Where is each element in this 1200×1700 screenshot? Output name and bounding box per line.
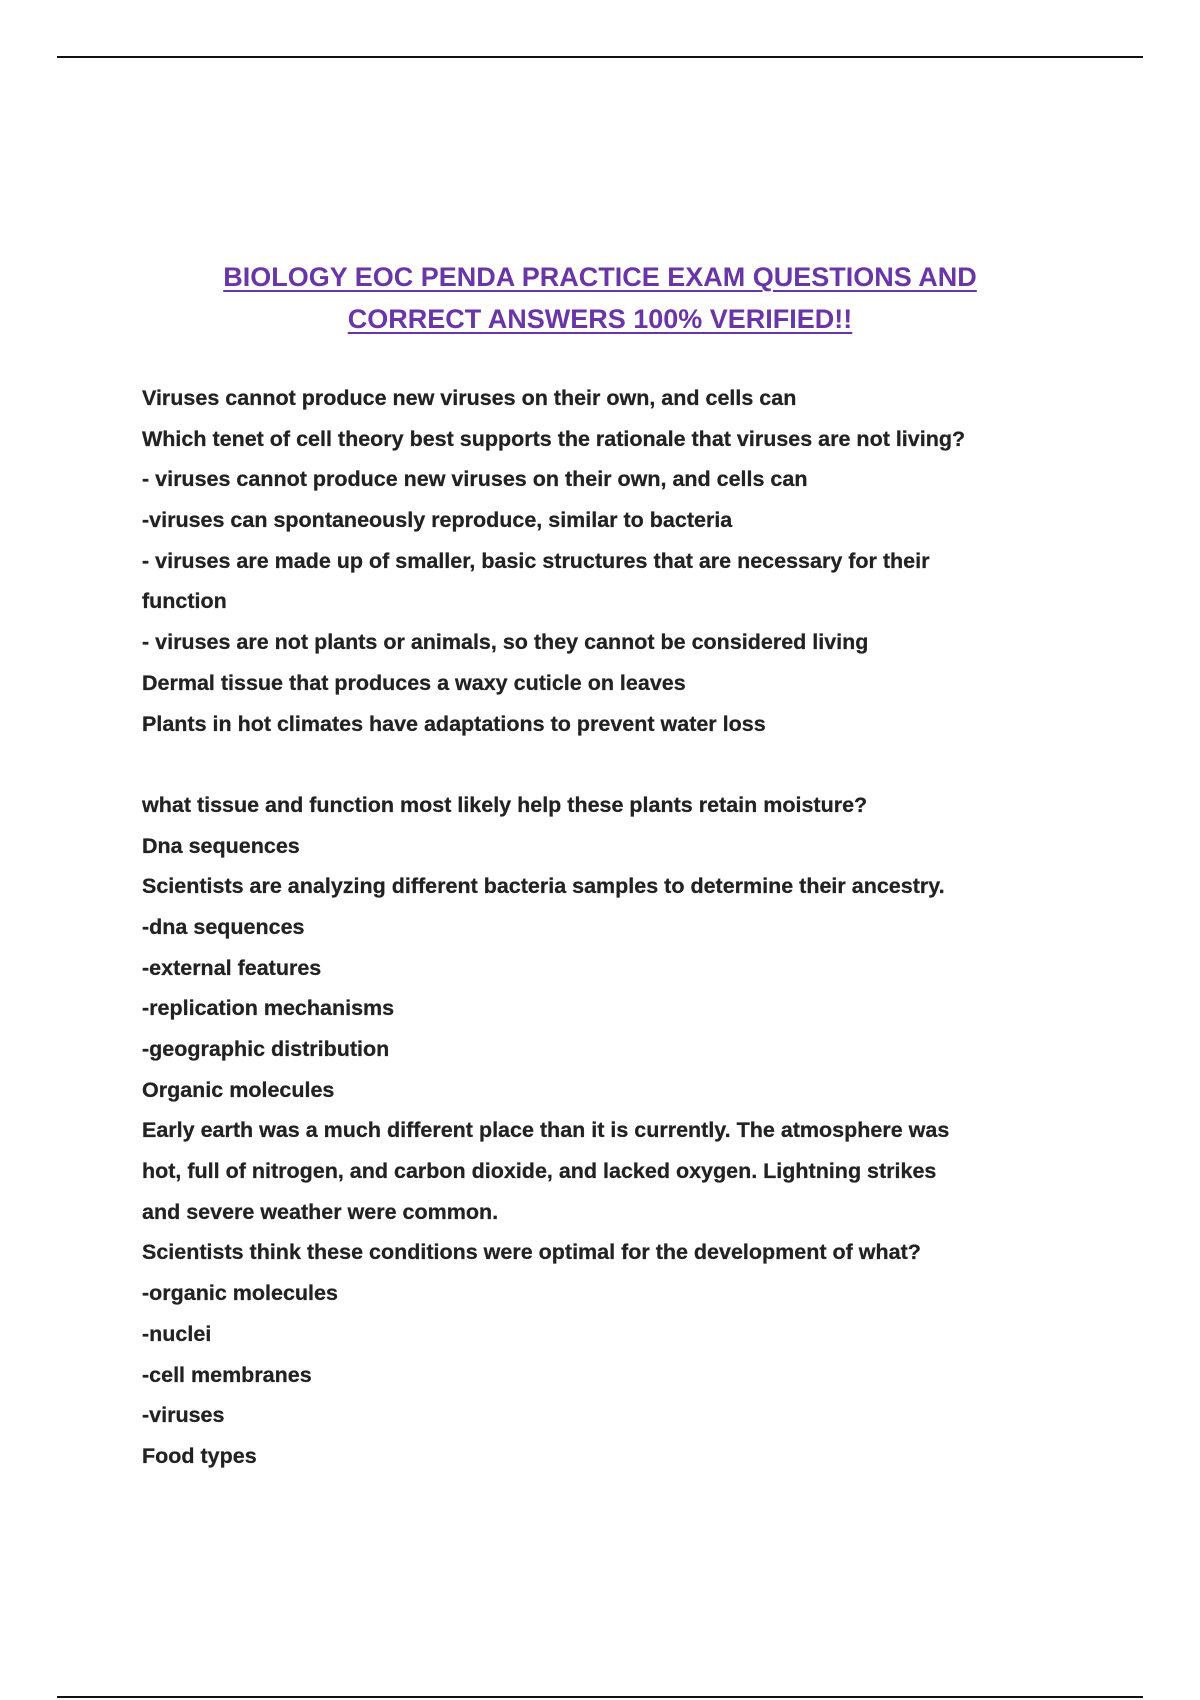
- text-line: and severe weather were common.: [142, 1199, 499, 1224]
- text-line: Organic molecules: [142, 1077, 335, 1102]
- text-line: Early earth was a much different place than it is currently. The atmosphere was: [142, 1118, 950, 1143]
- text-line: Which tenet of cell theory best supports the rationale that viruses are not living?: [142, 426, 966, 451]
- text-line: -cell membranes: [142, 1362, 312, 1387]
- text-line: - viruses cannot produce new viruses on their own, and cells can: [142, 467, 808, 492]
- text-line: -nuclei: [142, 1321, 212, 1346]
- text-line: -replication mechanisms: [142, 996, 395, 1021]
- text-line: Plants in hot climates have adaptations to prevent water loss: [142, 711, 766, 736]
- text-line: - viruses are not plants or animals, so they cannot be considered living: [142, 630, 869, 655]
- text-line: - viruses are made up of smaller, basic structures that are necessary for their: [142, 548, 930, 573]
- title-line-1: BIOLOGY EOC PENDA PRACTICE EXAM QUESTIONS AND: [223, 262, 977, 292]
- text-line: what tissue and function most likely help these plants retain moisture?: [142, 792, 868, 817]
- title-line-2: CORRECT ANSWERS 100% VERIFIED!!: [347, 304, 853, 334]
- text-line: -geographic distribution: [142, 1037, 390, 1061]
- text-line: Dna sequences: [142, 833, 300, 858]
- text-line: Food types: [142, 1443, 257, 1468]
- text-line: Dermal tissue that produces a waxy cuticle on leaves: [142, 670, 686, 695]
- document-body: [142, 378, 1082, 1477]
- header-rule: [57, 56, 1143, 58]
- text-line: -dna sequences: [142, 914, 305, 939]
- text-line: -organic molecules: [142, 1281, 338, 1306]
- text-line: -viruses: [142, 1403, 225, 1428]
- footer-rule: [57, 1696, 1143, 1698]
- text-line: Scientists think these conditions were optimal for the development of what?: [142, 1240, 921, 1265]
- text-line: Scientists are analyzing different bacteria samples to determine their ancestry.: [142, 874, 945, 899]
- document-title: [0, 256, 1200, 340]
- text-line: -viruses can spontaneously reproduce, similar to bacteria: [142, 508, 733, 533]
- blank-line: [142, 744, 1082, 785]
- text-line: hot, full of nitrogen, and carbon dioxide, and lacked oxygen. Lightning strikes: [142, 1159, 937, 1184]
- text-line: function: [142, 589, 227, 614]
- text-line: Viruses cannot produce new viruses on their own, and cells can: [142, 386, 797, 410]
- text-line: -external features: [142, 955, 322, 980]
